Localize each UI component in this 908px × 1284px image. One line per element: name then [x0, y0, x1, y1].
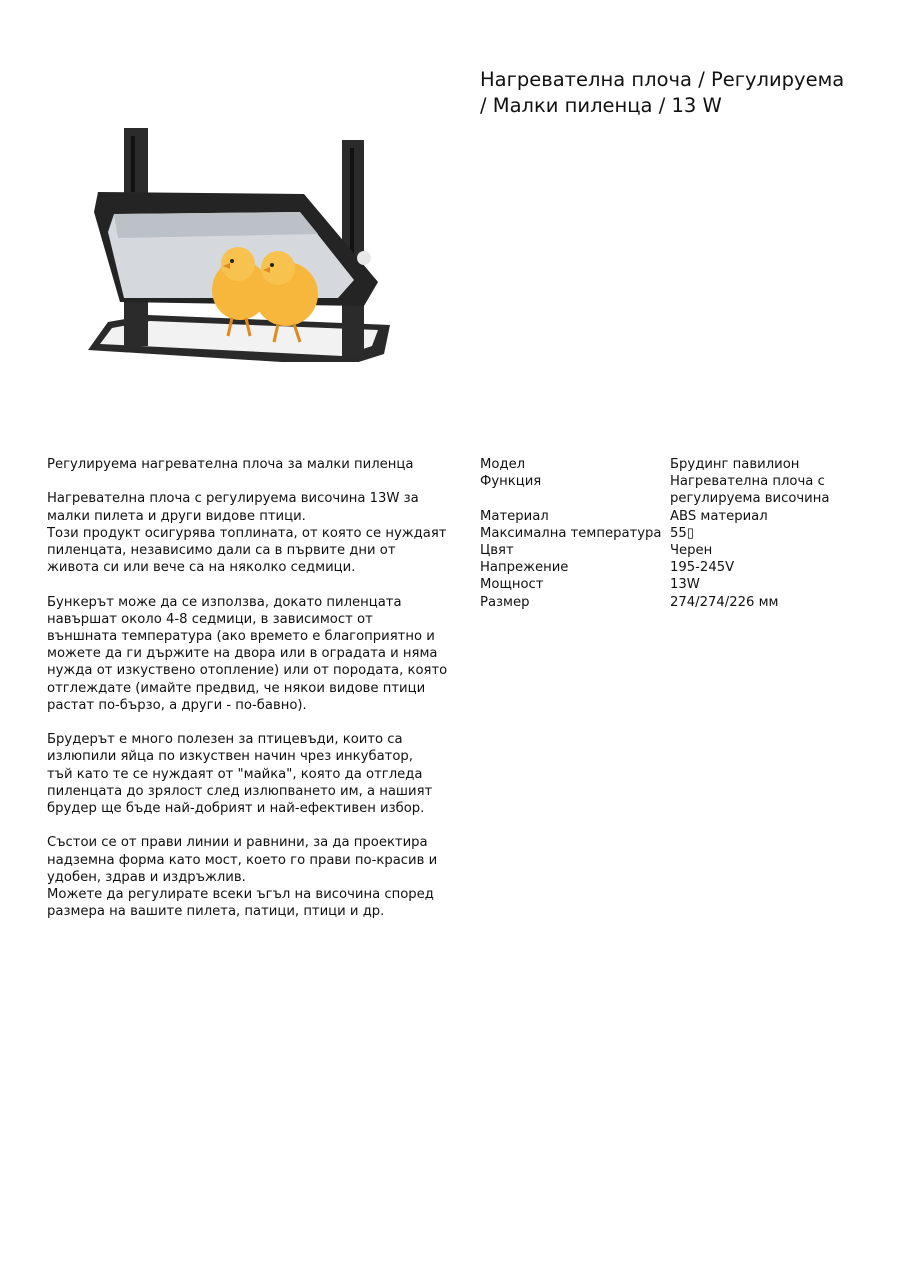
- spec-row-model: Модел Брудинг павилион: [480, 457, 800, 472]
- spec-row-power: Мощност 13W: [480, 577, 700, 593]
- description-paragraph-1: Нагревателна плоча с регулируема височина 13W за малки пилета и други видове птици. Този продукт осигурява топлината, от която се нуждаят пиленцата, независимо дали са в първите дни от живота си или вече са на няколко седмици.: [47, 491, 447, 576]
- description-heading: Регулируема нагревателна плоча за малки пиленца: [47, 457, 414, 472]
- description-paragraph-2: Бункерът може да се използва, докато пиленцата навършат около 4-8 седмици, в зависимост от външната температура (ако времето е благоприятно и можете да ги държите на двора или в оградата и няма нужда от изкуствено отопление) или от породата, която отглеждате (имайте предвид, че някои видове птици растат по-бързо, а други - по-бавно).: [47, 594, 448, 713]
- spec-row-function: Функция Нагревателна плоча с регулируема височина: [480, 474, 830, 507]
- page-title: [480, 67, 880, 119]
- adjust-knob: [357, 251, 371, 265]
- title-line-1: Нагревателна плоча / Регулируема: [480, 68, 845, 91]
- product-description: [47, 456, 447, 938]
- spec-row-material: Материал ABS материал: [480, 508, 768, 524]
- title-line-2: / Малки пиленца / 13 W: [480, 94, 722, 117]
- description-paragraph-4: Състои се от прави линии и равнини, за да проектира надземна форма като мост, което го прави по-красив и удобен, здрав и издръжлив. Можете да регулирате всеки ъгъл на височина според размера на вашите пилета, патици, птици и др.: [47, 835, 438, 920]
- specs-table: [480, 456, 880, 611]
- description-paragraph-3: Брудерът е много полезен за птицевъди, които са излюпили яйца по изкуствен начин чрез инкубатор, тъй като те се нуждаят от "майка", която да отгледа пиленцата до зрялост след излюпването им, а нашият брудер ще бъде най-добрият и най-ефективен избор.: [47, 732, 433, 817]
- spec-row-size: Размер 274/274/226 мм: [480, 594, 779, 610]
- spec-row-max-temperature: Максимална температура 55▯: [480, 525, 695, 541]
- spec-row-voltage: Напрежение 195-245V: [480, 560, 735, 576]
- product-image: [78, 122, 398, 362]
- spec-row-color: Цвят Черен: [480, 543, 713, 559]
